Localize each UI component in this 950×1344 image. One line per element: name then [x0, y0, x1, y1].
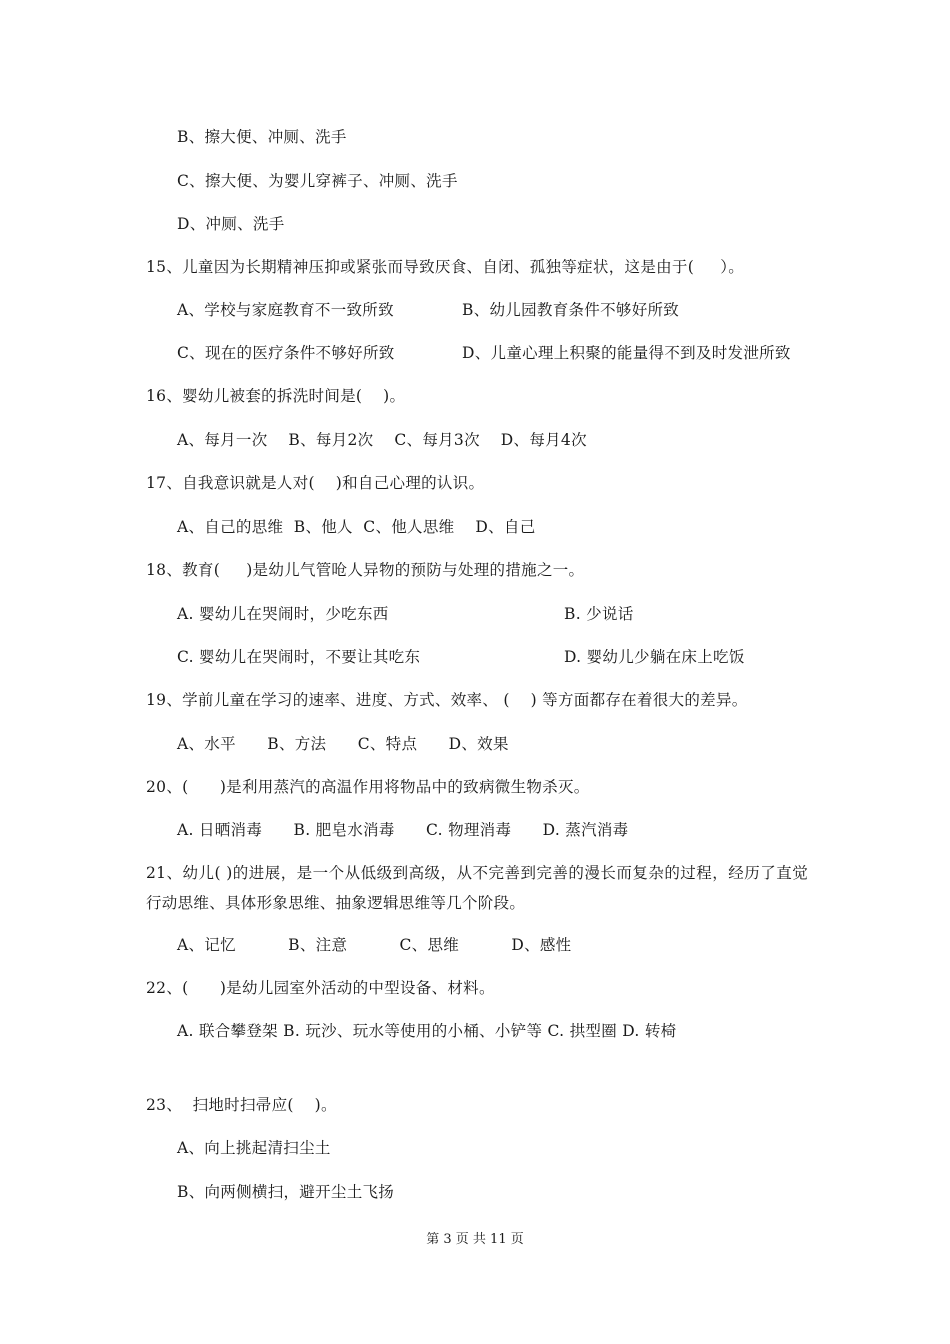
- q23-stem: 23、 扫地时扫帚应( )。: [146, 1096, 337, 1114]
- q23-option-a: A、向上挑起清扫尘土: [177, 1139, 331, 1157]
- q15-option-a: A、学校与家庭教育不一致所致: [177, 301, 394, 319]
- q18-option-c: C. 婴幼儿在哭闹时，不要让其吃东: [177, 648, 421, 666]
- q18-option-b: B. 少说话: [564, 605, 634, 623]
- q16-options: A、每月一次 B、每月2次 C、每月3次 D、每月4次: [177, 431, 587, 449]
- q15-option-c: C、现在的医疗条件不够好所致: [177, 344, 395, 362]
- q17-options: A、自己的思维 B、他人 C、他人思维 D、自己: [177, 518, 536, 536]
- q19-stem: 19、学前儿童在学习的速率、进度、方式、效率、 ( ) 等方面都存在着很大的差异。: [146, 691, 748, 709]
- q19-options: A、水平 B、方法 C、特点 D、效果: [177, 735, 509, 753]
- q20-stem: 20、( )是利用蒸汽的高温作用将物品中的致病微生物杀灭。: [146, 778, 590, 796]
- q14-option-c: C、擦大便、为婴儿穿裤子、冲厕、洗手: [177, 172, 458, 190]
- q22-stem: 22、( )是幼儿园室外活动的中型设备、材料。: [146, 979, 495, 997]
- q23-option-b: B、向两侧横扫，避开尘土飞扬: [177, 1183, 395, 1201]
- q21-options: A、记忆 B、注意 C、思维 D、感性: [177, 936, 572, 954]
- q16-stem: 16、婴幼儿被套的拆洗时间是( )。: [146, 387, 406, 405]
- page-footer: 第 3 页 共 11 页: [426, 1232, 524, 1247]
- q14-option-d: D、冲厕、洗手: [177, 215, 285, 233]
- q18-option-a: A. 婴幼儿在哭闹时，少吃东西: [177, 605, 389, 623]
- q14-option-b: B、擦大便、冲厕、洗手: [177, 128, 347, 146]
- q15-option-b: B、幼儿园教育条件不够好所致: [462, 301, 680, 319]
- q18-option-d: D. 婴幼儿少躺在床上吃饭: [564, 648, 745, 666]
- q17-stem: 17、自我意识就是人对( )和自己心理的认识。: [146, 474, 485, 492]
- q20-options: A. 日晒消毒 B. 肥皂水消毒 C. 物理消毒 D. 蒸汽消毒: [177, 821, 629, 839]
- q15-option-d: D、儿童心理上积聚的能量得不到及时发泄所致: [462, 344, 791, 362]
- q15-stem: 15、儿童因为长期精神压抑或紧张而导致厌食、自闭、孤独等症状，这是由于( ）。: [146, 258, 745, 276]
- q22-options: A. 联合攀登架 B. 玩沙、玩水等使用的小桶、小铲等 C. 拱型圈 D. 转椅: [177, 1022, 677, 1040]
- q21-stem: 21、幼儿( )的进展，是一个从低级到高级，从不完善到完善的漫长而复杂的过程，经历了直觉行动思维、具体形象思维、抽象逻辑思维等几个阶段。: [146, 864, 808, 912]
- q18-stem: 18、教育( )是幼儿气管呛人异物的预防与处理的措施之一。: [146, 561, 585, 579]
